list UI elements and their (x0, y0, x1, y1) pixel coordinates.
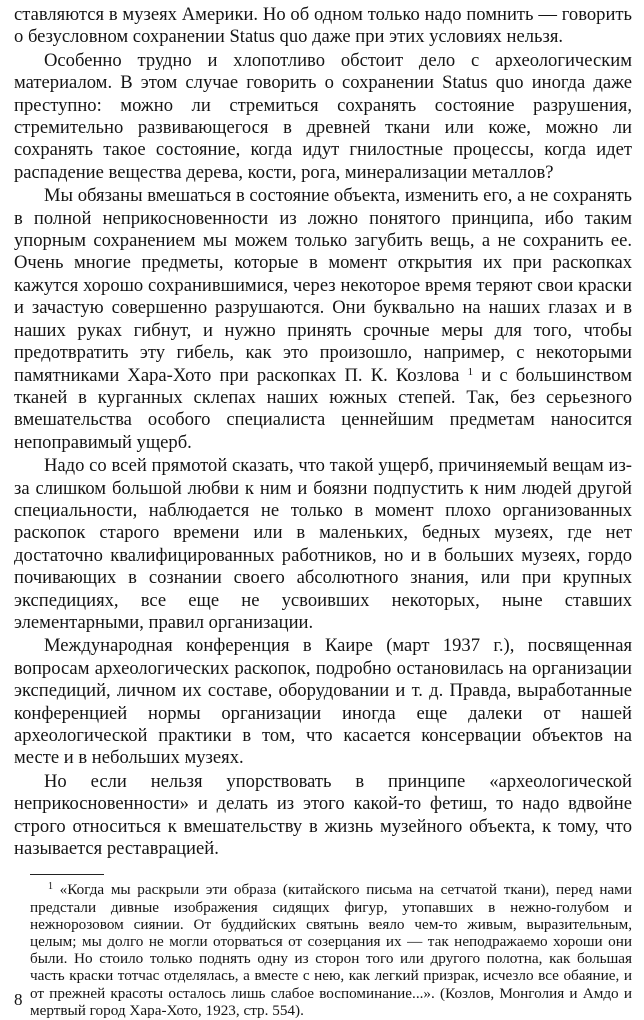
paragraph-1: ставляются в музеях Америки. Но об одном только надо помнить — говорить о безусловном сохранении Status quo даже при этих условиях нельзя. (14, 4, 632, 48)
footnote-divider (30, 874, 104, 875)
footnote-text: «Когда мы раскрыли эти образа (китайского письма на сетчатой ткани), перед нами предстали дивные изображения сидящих фигур, утопавших в нежно-голубом и нежнорозовом сиянии. От буддийских святынь веяло чем-то живым, выразительным, целым; мы долго не могли оторваться от созерцания их — так неподражаемо хороши они были. Но стоило только поднять одну из сторон того или другого полотна, как большая часть краски тотчас отделялась, а вместе с нею, как легкий призрак, исчезло все обаяние, и от прежней красоты осталось лишь слабое воспоминание...». (Козлов, Монголия и Амдо и мертвый город Хара-Хото, 1923, стр. 554). (30, 881, 632, 1019)
paragraph-4: Надо со всей прямотой сказать, что такой ущерб, причиняемый вещам из-за слишком большой любви к ним и боязни подпустить к ним людей другой специальности, наблюдается не только в момент плохо организованных раскопок старого времени или в маленьких, бедных музеях, где нет достаточно квалифицированных работников, но и в больших музеях, гордо почивающих в сознании своего абсолютного знания, или при крупных экспедициях, все еще не усвоивших некоторых, ныне ставших элементарными, правил организации. (14, 455, 632, 633)
paragraph-5: Международная конференция в Каире (март 1937 г.), посвященная вопросам археологических раскопок, подробно остановилась на организации экспедиций, личном их составе, оборудовании и т. д. Правда, выработанные конференцией нормы организации иногда еще далеки от нашей археологической практики в том, что касается консервации объектов на месте и в небольших музеях. (14, 635, 632, 769)
page-text (14, 4, 632, 1019)
footnote-marker: 1 (48, 881, 53, 893)
footnote (14, 881, 632, 1019)
paragraph-2: Особенно трудно и хлопотливо обстоит дело с археологическим материалом. В этом случае говорить о сохранении Status quo иногда даже преступно: можно ли стремиться сохранять состояние разрушения, стремительно развивающегося в древней ткани или коже, можно ли сохранять такое состояние, когда идут гнилостные процессы, когда идет распадение вещества дерева, кости, рога, минерализации металлов? (14, 49, 632, 183)
paragraph-3 (14, 185, 632, 454)
page-number: 8 (14, 990, 23, 1009)
paragraph-3-start: Мы обязаны вмешаться в состояние объекта, изменить его, а не сохранять в полной неприкосновенности из ложно понятого принципа, ибо таким упорным сохранением мы можем только загубить вещь, а не сохранить ее. Очень многие предметы, которые в момент открытия их при раскопках кажутся хорошо сохранившимися, через некоторое время теряют свои краски и зачастую совершенно разрушаются. Они буквально на наших глазах и в наших руках гибнут, и нужно принять срочные меры для того, чтобы предотвратить эту гибель, как это произошло, например, с некоторыми памятниками Хара-Хото при раскопках П. К. Козлова (14, 185, 632, 386)
footnote-ref[interactable]: 1 (467, 365, 474, 378)
paragraph-3-end: и с большинством тканей в курганных склепах наших южных степей. Так, без серьезного вмешательства особого специалиста ценнейшим предметам наносится непоправимый ущерб. (14, 364, 632, 453)
paragraph-6: Но если нельзя упорствовать в принципе «археологической неприкосновенности» и делать из этого какой-то фетиш, то надо вдвойне строго относиться к вмешательству в жизнь музейного объекта, к тому, что называется реставрацией. (14, 770, 632, 860)
